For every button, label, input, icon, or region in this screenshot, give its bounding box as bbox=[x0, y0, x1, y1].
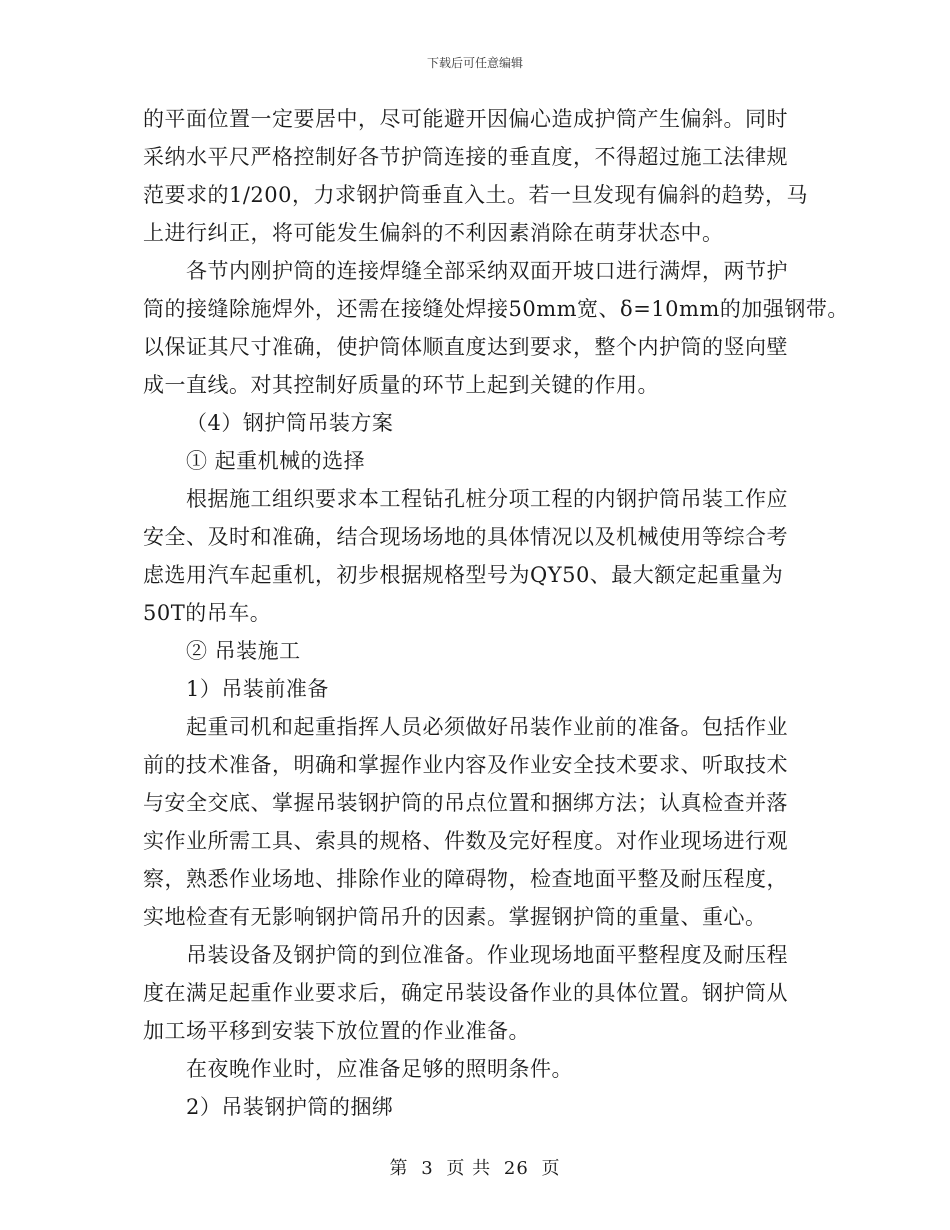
paragraph-h4 bbox=[143, 670, 807, 708]
text-line: 起重司机和起重指挥人员必须做好吊装作业前的准备。包括作业 bbox=[186, 715, 788, 739]
text-line: 2）吊装钢护筒的捆绑 bbox=[186, 1095, 394, 1119]
footer-middle: 页 共 bbox=[446, 1158, 492, 1179]
text-line: 吊装设备及钢护筒的到位准备。作业现场地面平整程度及耐压程 bbox=[186, 943, 788, 967]
footer-total-pages: 26 bbox=[503, 1158, 529, 1179]
footer-prefix: 第 bbox=[389, 1158, 409, 1179]
text-line: 根据施工组织要求本工程钻孔桩分项工程的内钢护筒吊装工作应 bbox=[186, 487, 788, 511]
text-line: 成一直线。对其控制好质量的环节上起到关键的作用。 bbox=[143, 373, 659, 397]
text-line: （4）钢护筒吊装方案 bbox=[186, 411, 394, 435]
paragraph-p3 bbox=[143, 480, 807, 632]
text-line: 在夜晚作业时，应准备足够的照明条件。 bbox=[186, 1057, 573, 1081]
text-line: 实地检查有无影响钢护筒吊升的因素。掌握钢护筒的重量、重心。 bbox=[143, 905, 767, 929]
text-line: 上进行纠正，将可能发生偏斜的不利因素消除在萌芽状态中。 bbox=[143, 221, 724, 245]
paragraph-p5 bbox=[143, 936, 807, 1050]
text-line: 筒的接缝除施焊外，还需在接缝处焊接50mm宽、δ=10mm的加强钢带。 bbox=[143, 297, 849, 321]
page-footer bbox=[0, 1154, 950, 1180]
text-line: 前的技术准备，明确和掌握作业内容及作业安全技术要求、听取技术 bbox=[143, 753, 788, 777]
text-line: 安全、及时和准确，结合现场场地的具体情况以及机械使用等综合考 bbox=[143, 525, 788, 549]
paragraph-h1 bbox=[143, 404, 807, 442]
text-line: 察，熟悉作业场地、排除作业的障碍物，检查地面平整及耐压程度， bbox=[143, 867, 788, 891]
text-line: 各节内刚护筒的连接焊缝全部采纳双面开坡口进行满焊，两节护 bbox=[186, 259, 788, 283]
text-line: 50T的吊车。 bbox=[143, 601, 272, 625]
text-line: 1）吊装前准备 bbox=[186, 677, 329, 701]
paragraph-h2 bbox=[143, 442, 807, 480]
text-line: ② 吊装施工 bbox=[186, 639, 301, 663]
document-body bbox=[143, 100, 849, 1126]
text-line: 以保证其尺寸准确，使护筒体顺直度达到要求，整个内护筒的竖向壁 bbox=[143, 335, 788, 359]
text-line: ① 起重机械的选择 bbox=[186, 449, 366, 473]
text-line: 与安全交底、掌握吊装钢护筒的吊点位置和捆绑方法；认真检查并落 bbox=[143, 791, 788, 815]
paragraph-h3 bbox=[143, 632, 807, 670]
paragraph-p2 bbox=[143, 252, 849, 404]
paragraph-p1 bbox=[143, 100, 807, 252]
paragraph-h5 bbox=[143, 1088, 807, 1126]
text-line: 实作业所需工具、索具的规格、件数及完好程度。对作业现场进行观 bbox=[143, 829, 788, 853]
footer-suffix: 页 bbox=[541, 1158, 561, 1179]
text-line: 范要求的1/200，力求钢护筒垂直入土。若一旦发现有偏斜的趋势，马 bbox=[143, 183, 809, 207]
text-line: 采纳水平尺严格控制好各节护筒连接的垂直度，不得超过施工法律规 bbox=[143, 145, 788, 169]
text-line: 加工场平移到安装下放位置的作业准备。 bbox=[143, 1019, 530, 1043]
text-line: 度在满足起重作业要求后，确定吊装设备作业的具体位置。钢护筒从 bbox=[143, 981, 788, 1005]
text-line: 的平面位置一定要居中，尽可能避开因偏心造成护筒产生偏斜。同时 bbox=[143, 107, 788, 131]
text-line: 虑选用汽车起重机，初步根据规格型号为QY50、最大额定起重量为 bbox=[143, 563, 784, 587]
paragraph-p4 bbox=[143, 708, 807, 936]
paragraph-p6 bbox=[143, 1050, 807, 1088]
footer-page-number: 3 bbox=[421, 1158, 434, 1179]
page-header: 下载后可任意编辑 bbox=[426, 56, 523, 70]
